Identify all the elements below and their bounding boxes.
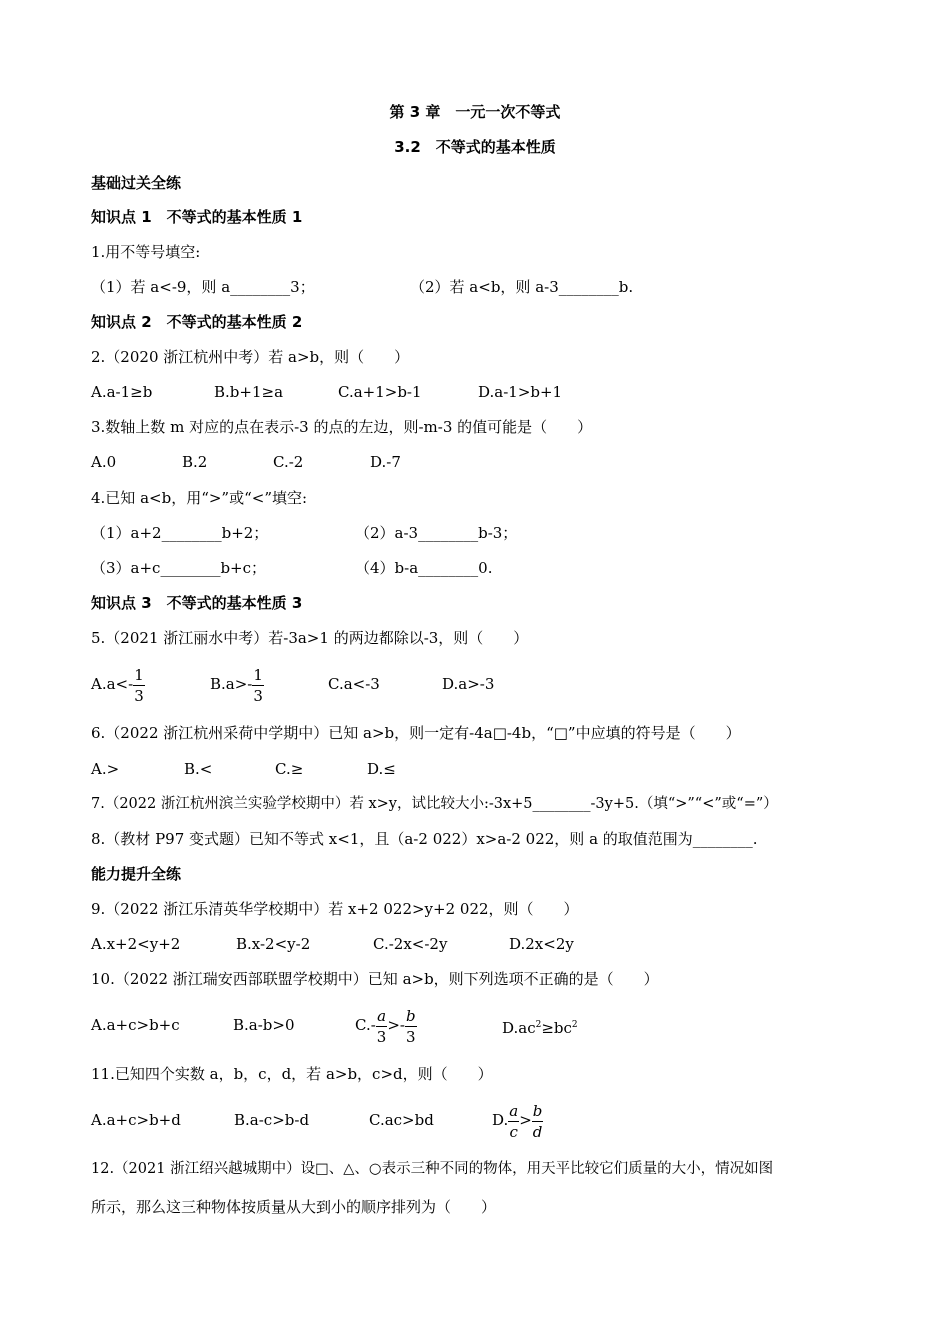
question-7-stem: 7.（2022 浙江杭州滨兰实验学校期中）若 x>y，试比较大小:-3x+5________-3y+5.（填“>”“<”或“=”） [91, 796, 778, 812]
question-5-option-c: C.a<-3 [328, 675, 380, 693]
fraction-denominator: 3 [134, 686, 144, 705]
question-11-stem: 11.已知四个实数 a，b，c，d，若 a>b，c>d，则（ ） [91, 1065, 493, 1083]
section-title: 3.2 不等式的基本性质 [394, 138, 556, 156]
question-12-stem-line-1: 12.（2021 浙江绍兴越城期中）设□、△、○表示三种不同的物体，用天平比较它们质量的大小，情况如图 [91, 1161, 774, 1177]
question-11-option-a: A.a+c>b+d [91, 1111, 181, 1129]
fraction-denominator: 3 [376, 1027, 387, 1046]
question-3-stem: 3.数轴上数 m 对应的点在表示-3 的点的左边，则-m-3 的值可能是（ ） [91, 418, 593, 436]
chapter-title: 第 3 章 一元一次不等式 [389, 103, 561, 121]
fraction-denominator: d [532, 1122, 543, 1141]
question-4-stem: 4.已知 a<b，用“>”或“<”填空: [91, 489, 308, 507]
exponent: 2 [571, 1020, 578, 1030]
part-title: 能力提升全练 [91, 865, 182, 883]
question-6-option-a: A.> [91, 760, 120, 778]
question-4-part-2: （2）a-3________b-3； [355, 524, 518, 542]
question-5-option-a [91, 662, 145, 706]
question-2-option-a: A.a-1≥b [91, 383, 153, 401]
question-4-part-3: （3）a+c________b+c； [91, 559, 267, 577]
option-c-operator: >- [387, 1016, 405, 1034]
question-9-option-d: D.2x<2y [509, 935, 574, 953]
question-10-option-b: B.a-b>0 [233, 1016, 295, 1034]
question-9-stem: 9.（2022 浙江乐清英华学校期中）若 x+2 022>y+2 022，则（ ） [91, 900, 579, 918]
question-9-option-a: A.x+2<y+2 [91, 935, 181, 953]
question-6-option-d: D.≤ [367, 760, 396, 778]
option-d-operator: ≥bc [541, 1019, 572, 1037]
question-6-option-b: B.< [184, 760, 213, 778]
question-1-stem: 1.用不等号填空: [91, 243, 201, 261]
question-5-stem: 5.（2021 浙江丽水中考）若-3a>1 的两边都除以-3，则（ ） [91, 629, 529, 647]
knowledge-point-2: 知识点 2 不等式的基本性质 2 [91, 313, 303, 331]
question-9-option-b: B.x-2<y-2 [236, 935, 311, 953]
question-5-option-b [210, 662, 264, 706]
knowledge-point-3: 知识点 3 不等式的基本性质 3 [91, 594, 303, 612]
option-d-prefix: D.ac [502, 1019, 536, 1037]
fraction-a-over-c [508, 1101, 519, 1142]
fraction-numerator: 1 [134, 665, 144, 684]
fraction-denominator: 3 [406, 1027, 416, 1046]
fraction-numerator: a [509, 1101, 519, 1120]
option-d-prefix: D. [492, 1111, 509, 1129]
option-d-operator: > [519, 1111, 532, 1129]
fraction-numerator: b [405, 1006, 416, 1025]
option-b-prefix: B.a>- [210, 675, 253, 693]
question-3-option-b: B.2 [182, 453, 208, 471]
question-10-stem: 10.（2022 浙江瑞安西部联盟学校期中）已知 a>b，则下列选项不正确的是（ ） [91, 970, 659, 988]
question-6-option-c: C.≥ [275, 760, 304, 778]
question-3-option-a: A.0 [91, 453, 117, 471]
fraction-b-over-d [532, 1101, 544, 1142]
question-6-stem: 6.（2022 浙江杭州采荷中学期中）已知 a>b，则一定有-4a□-4b，“□”中应填的符号是（ ） [91, 724, 741, 742]
question-10-option-a: A.a+c>b+c [91, 1016, 180, 1034]
question-4-part-1: （1）a+2________b+2； [91, 524, 269, 542]
exponent: 2 [535, 1020, 542, 1030]
question-3-option-c: C.-2 [273, 453, 304, 471]
knowledge-point-1: 知识点 1 不等式的基本性质 1 [91, 208, 303, 226]
question-9-option-c: C.-2x<-2y [373, 935, 448, 953]
option-c-prefix: C.- [355, 1016, 376, 1034]
fraction-numerator: a [377, 1006, 387, 1025]
question-11-option-c: C.ac>bd [369, 1111, 434, 1129]
question-11-option-b: B.a-c>b-d [234, 1111, 310, 1129]
question-11-option-d [492, 1098, 543, 1142]
question-2-option-d: D.a-1>b+1 [478, 383, 563, 401]
question-4-part-4: （4）b-a________0. [355, 559, 493, 577]
fraction-a-over-3 [376, 1006, 388, 1047]
question-3-option-d: D.-7 [370, 453, 401, 471]
option-a-prefix: A.a<- [91, 675, 134, 693]
fraction-denominator: 3 [253, 686, 263, 705]
fraction-numerator: b [532, 1101, 543, 1120]
fraction-one-third [252, 665, 264, 706]
question-1-part-2: （2）若 a<b，则 a-3________b. [410, 278, 634, 296]
part-title: 基础过关全练 [91, 174, 182, 192]
fraction-one-third [133, 665, 145, 706]
question-10-option-d [502, 1015, 578, 1038]
question-2-option-b: B.b+1≥a [214, 383, 284, 401]
question-2-option-c: C.a+1>b-1 [338, 383, 422, 401]
question-2-stem: 2.（2020 浙江杭州中考）若 a>b，则（ ） [91, 348, 410, 366]
fraction-b-over-3 [405, 1006, 417, 1047]
question-10-option-c [355, 1003, 417, 1047]
fraction-denominator: c [509, 1122, 518, 1141]
question-12-stem-line-2: 所示，那么这三种物体按质量从大到小的顺序排列为（ ） [91, 1198, 497, 1216]
question-8-stem: 8.（教材 P97 变式题）已知不等式 x<1，且（a-2 022）x>a-2 022，则 a 的取值范围为________. [91, 830, 758, 848]
question-1-part-1: （1）若 a<-9，则 a________3； [91, 278, 315, 296]
question-5-option-d: D.a>-3 [442, 675, 495, 693]
fraction-numerator: 1 [253, 665, 263, 684]
